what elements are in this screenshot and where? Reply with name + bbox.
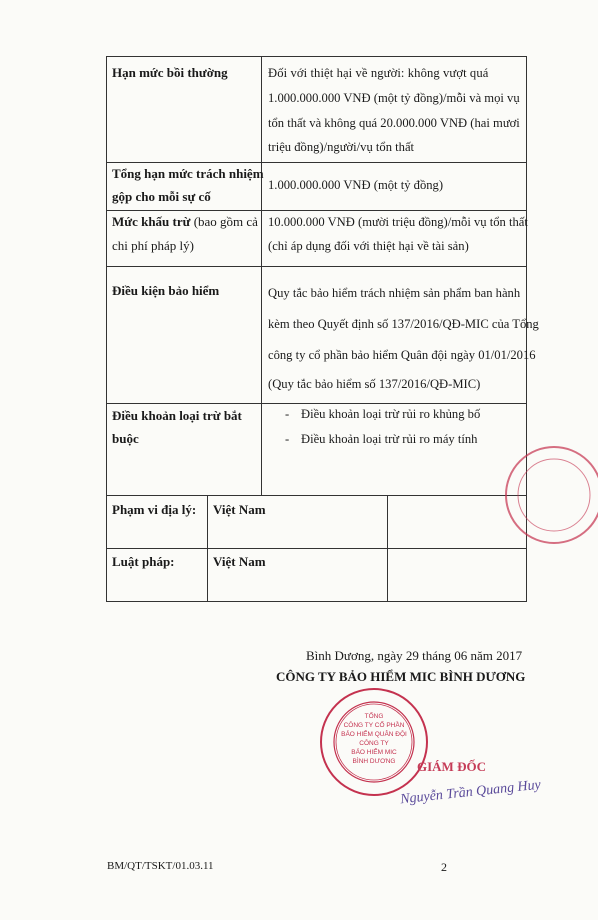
seal-text-line: TỔNG xyxy=(364,713,384,720)
column-divider xyxy=(261,56,262,496)
table-left-border xyxy=(106,56,107,602)
conditions-value-line: công ty cổ phần bảo hiểm Quân đội ngày 01/01/2016 xyxy=(268,348,536,362)
bullet-dash: - xyxy=(285,407,290,421)
seal-text-line: BÌNH DƯƠNG xyxy=(352,758,396,765)
conditions-label: Điều kiện bảo hiểm xyxy=(112,283,220,298)
table-bottom-border xyxy=(106,601,527,602)
deductible-label-line2: chi phí pháp lý) xyxy=(112,238,194,253)
aggregate-limit-label: gộp cho mỗi sự cố xyxy=(112,189,211,204)
director-signature: Nguyễn Trần Quang Huy xyxy=(399,777,542,808)
deductible-label-bold: Mức khấu trừ xyxy=(112,214,191,229)
place-date: Bình Dương, ngày 29 tháng 06 năm 2017 xyxy=(306,648,523,663)
seal-text-line: CÔNG TY CỔ PHẦN xyxy=(343,722,405,729)
seal-text-line: BẢO HIỂM MIC xyxy=(351,749,397,756)
aggregate-limit-label: Tổng hạn mức trách nhiệm xyxy=(112,166,264,181)
limit-value-line: triệu đồng)/người/vụ tổn thất xyxy=(268,140,415,154)
law-value: Việt Nam xyxy=(213,554,266,569)
seal-stamp-partial xyxy=(498,440,598,550)
row-divider xyxy=(106,266,527,267)
conditions-value-line: (Quy tắc bảo hiểm số 137/2016/QĐ-MIC) xyxy=(268,377,481,391)
deductible-label xyxy=(112,210,258,234)
seal-text-line: CÔNG TY xyxy=(359,740,389,747)
company-seal xyxy=(318,686,430,798)
conditions-value-line: Quy tắc bảo hiểm trách nhiệm sản phẩm ban hành xyxy=(268,286,521,300)
deductible-label-rest: (bao gồm cả xyxy=(190,214,258,229)
form-code: BM/QT/TSKT/01.03.11 xyxy=(107,860,214,872)
aggregate-limit-value: 1.000.000.000 VNĐ (một tỷ đồng) xyxy=(268,178,444,192)
limit-value-line: tổn thất và không quá 20.000.000 VNĐ (hai mươi xyxy=(268,116,520,130)
exclusions-label: buộc xyxy=(112,431,139,446)
page-number: 2 xyxy=(441,860,447,874)
table-top-border xyxy=(106,56,527,57)
conditions-value-line: kèm theo Quyết định số 137/2016/QĐ-MIC của Tổng xyxy=(268,317,539,331)
director-title: GIÁM ĐỐC xyxy=(417,759,486,774)
law-label: Luật pháp: xyxy=(112,554,175,569)
deductible-value-line: 10.000.000 VNĐ (mười triệu đồng)/mỗi vụ tổn thất xyxy=(268,215,528,229)
row-divider xyxy=(106,495,527,496)
limit-label: Hạn mức bồi thường xyxy=(112,65,228,80)
column-divider xyxy=(207,495,208,602)
column-divider xyxy=(387,495,388,602)
limit-value-line: 1.000.000.000 VNĐ (một tỷ đồng)/mỗi và mọi vụ xyxy=(268,91,520,105)
bullet-dash: - xyxy=(285,432,290,446)
company-name: CÔNG TY BẢO HIỂM MIC BÌNH DƯƠNG xyxy=(276,669,526,684)
row-divider xyxy=(106,548,527,549)
seal-text-line: BẢO HIỂM QUÂN ĐỘI xyxy=(341,731,407,738)
exclusion-item: Điều khoản loại trừ rủi ro máy tính xyxy=(301,432,478,446)
exclusion-item: Điều khoản loại trừ rủi ro khủng bố xyxy=(301,407,481,421)
exclusions-label: Điều khoản loại trừ bắt xyxy=(112,408,242,423)
deductible-value-line: (chỉ áp dụng đối với thiệt hại về tài sản) xyxy=(268,239,469,253)
limit-value-line: Đối với thiệt hại về người: không vượt quá xyxy=(268,66,489,80)
territory-value: Việt Nam xyxy=(213,502,266,517)
territory-label: Phạm vi địa lý: xyxy=(112,502,197,517)
